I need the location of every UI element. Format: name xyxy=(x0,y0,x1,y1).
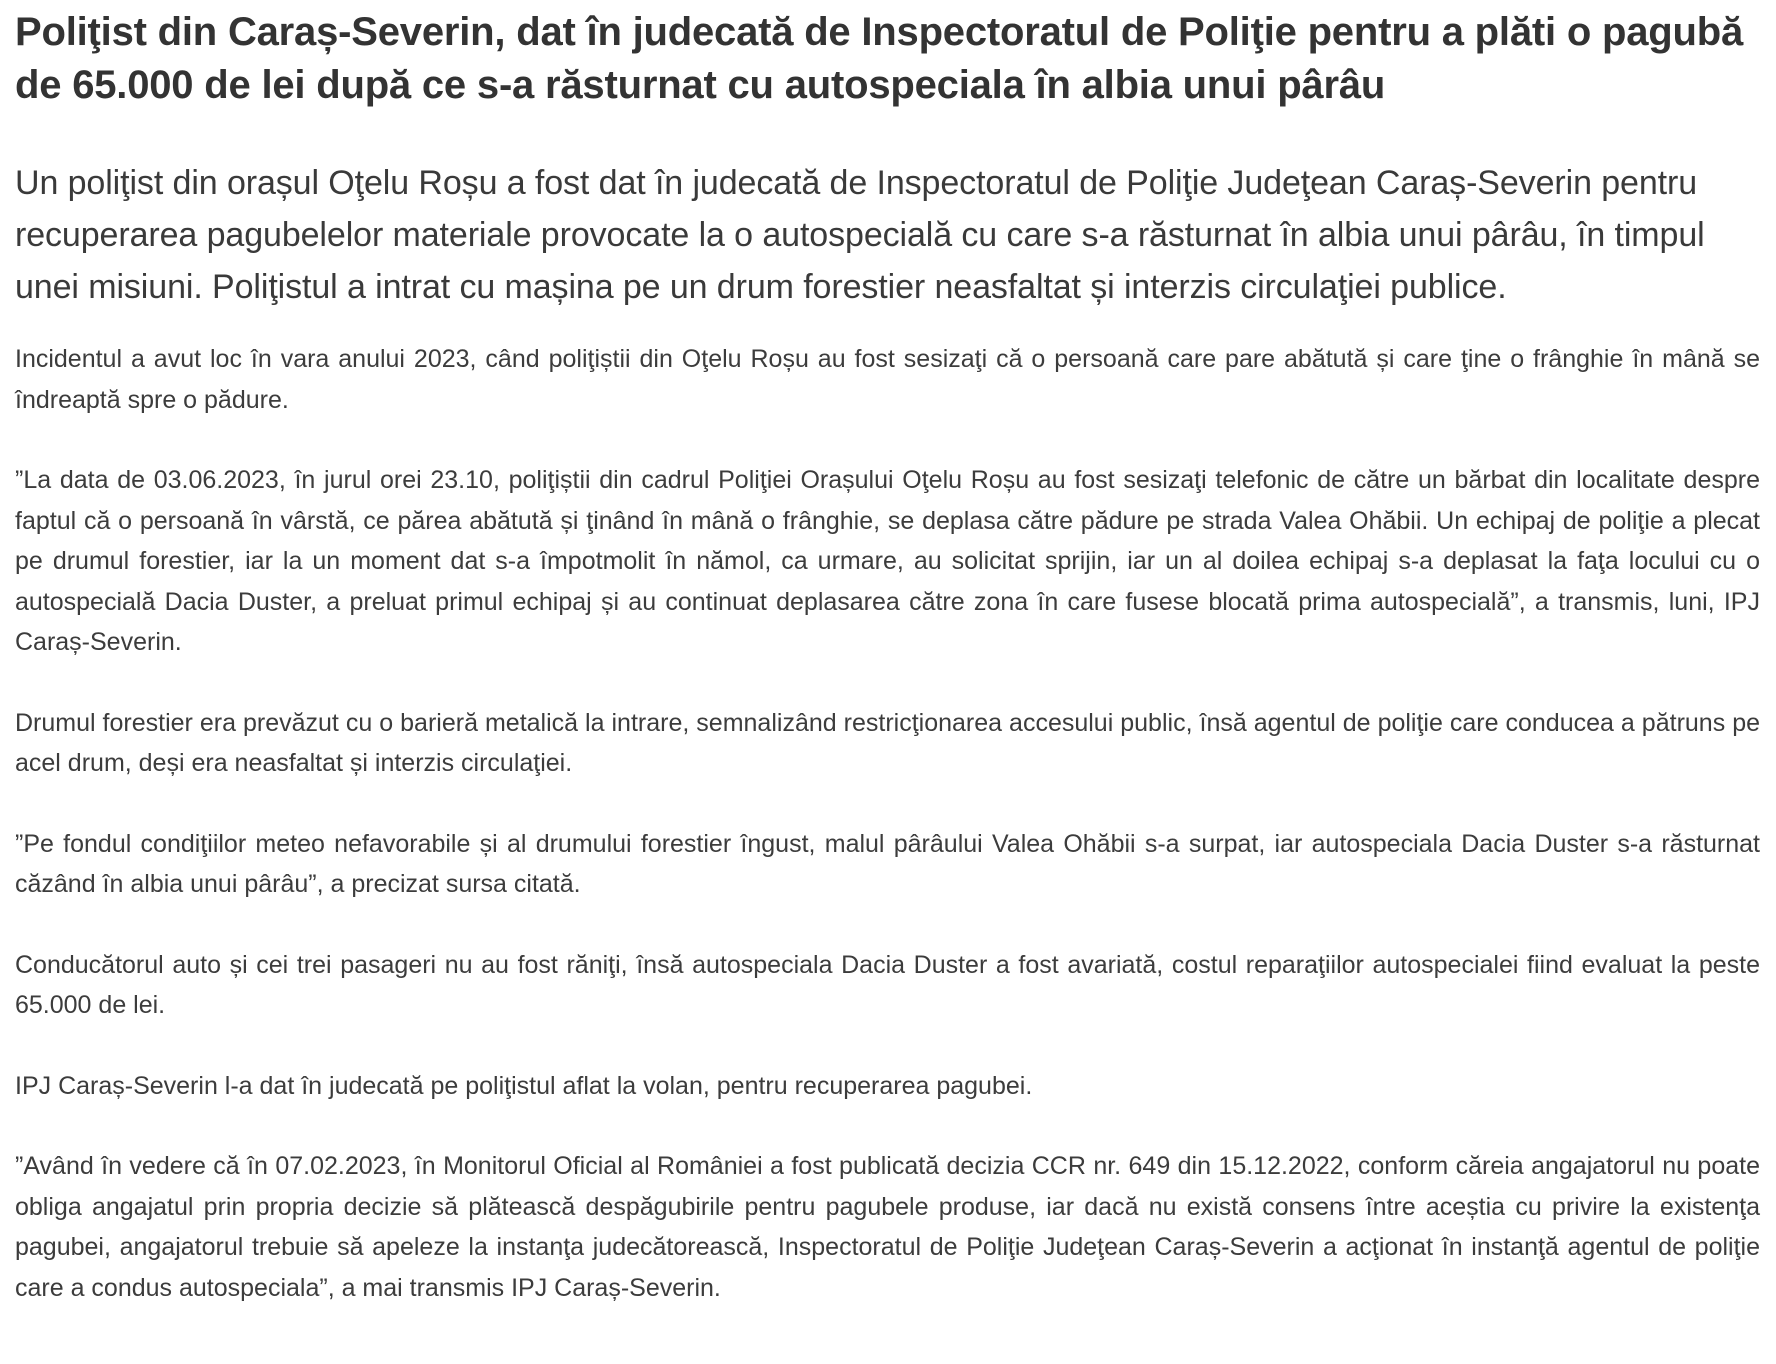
article-paragraph: ”La data de 03.06.2023, în jurul orei 23.10, poliţiștii din cadrul Poliţiei Orașului Oţelu Roșu au fost sesizaţi telefonic de către un bărbat din localitate despre faptul că o persoană în vârstă, ce părea abătută și ţinând în mână o frânghie, se deplasa către pădure pe strada Valea Ohăbii. Un echipaj de poliţie a plecat pe drumul forestier, iar la un moment dat s-a împotmolit în nămol, ca urmare, au solicitat sprijin, iar un al doilea echipaj s-a deplasat la faţa locului cu o autospecială Dacia Duster, a preluat primul echipaj și au continuat deplasarea către zona în care fusese blocată prima autospecială”, a transmis, luni, IPJ Caraș-Severin. xyxy=(15,466,1760,656)
article-paragraph: ”Pe fondul condiţiilor meteo nefavorabile și al drumului forestier îngust, malul pârâului Valea Ohăbii s-a surpat, iar autospeciala Dacia Duster s-a răsturnat căzând în albia unui pârâu”, a precizat sursa citată. xyxy=(15,829,1760,898)
article-paragraph: Drumul forestier era prevăzut cu o barieră metalică la intrare, semnalizând restricţionarea accesului public, însă agentul de poliţie care conducea a pătruns pe acel drum, deși era neasfaltat și interzis circulaţiei. xyxy=(15,708,1760,777)
article-paragraph: Conducătorul auto și cei trei pasageri nu au fost răniţi, însă autospeciala Dacia Duster a fost avariată, costul reparaţiilor autospecialei fiind evaluat la peste 65.000 de lei. xyxy=(15,950,1760,1019)
article-lead: Un poliţist din orașul Oţelu Roșu a fost dat în judecată de Inspectoratul de Poliţie Judeţean Caraș-Severin pentru recuperarea pagubelelor materiale provocate la o autospecială cu care s-a răsturnat în albia unui pârâu, în timpul unei misiuni. Poliţistul a intrat cu mașina pe un drum forestier neasfaltat și interzis circulaţiei publice. xyxy=(15,164,1705,306)
article-headline: Poliţist din Caraș-Severin, dat în judecată de Inspectoratul de Poliţie pentru a plăti o pagubă de 65.000 de lei după ce s-a răsturnat cu autospeciala în albia unui pârâu xyxy=(15,10,1743,107)
article-paragraph: ”Având în vedere că în 07.02.2023, în Monitorul Oficial al României a fost publicată decizia CCR nr. 649 din 15.12.2022, conform căreia angajatorul nu poate obliga angajatul prin propria decizie să plătească despăgubirile pentru pagubele produse, iar dacă nu există consens între aceștia cu privire la existenţa pagubei, angajatorul trebuie să apeleze la instanţa judecătorească, Inspectoratul de Poliţie Judeţean Caraș-Severin a acţionat în instanţă agentul de poliţie care a condus autospeciala”, a mai transmis IPJ Caraș-Severin. xyxy=(15,1152,1760,1302)
article-paragraph: IPJ Caraș-Severin l-a dat în judecată pe poliţistul aflat la volan, pentru recuperarea pagubei. xyxy=(15,1071,1033,1100)
article-paragraph: Incidentul a avut loc în vara anului 2023, când poliţiștii din Oţelu Roșu au fost sesizaţi că o persoană care pare abătută și care ţine o frânghie în mână se îndreaptă spre o pădure. xyxy=(15,345,1760,414)
news-article xyxy=(15,0,1760,1308)
